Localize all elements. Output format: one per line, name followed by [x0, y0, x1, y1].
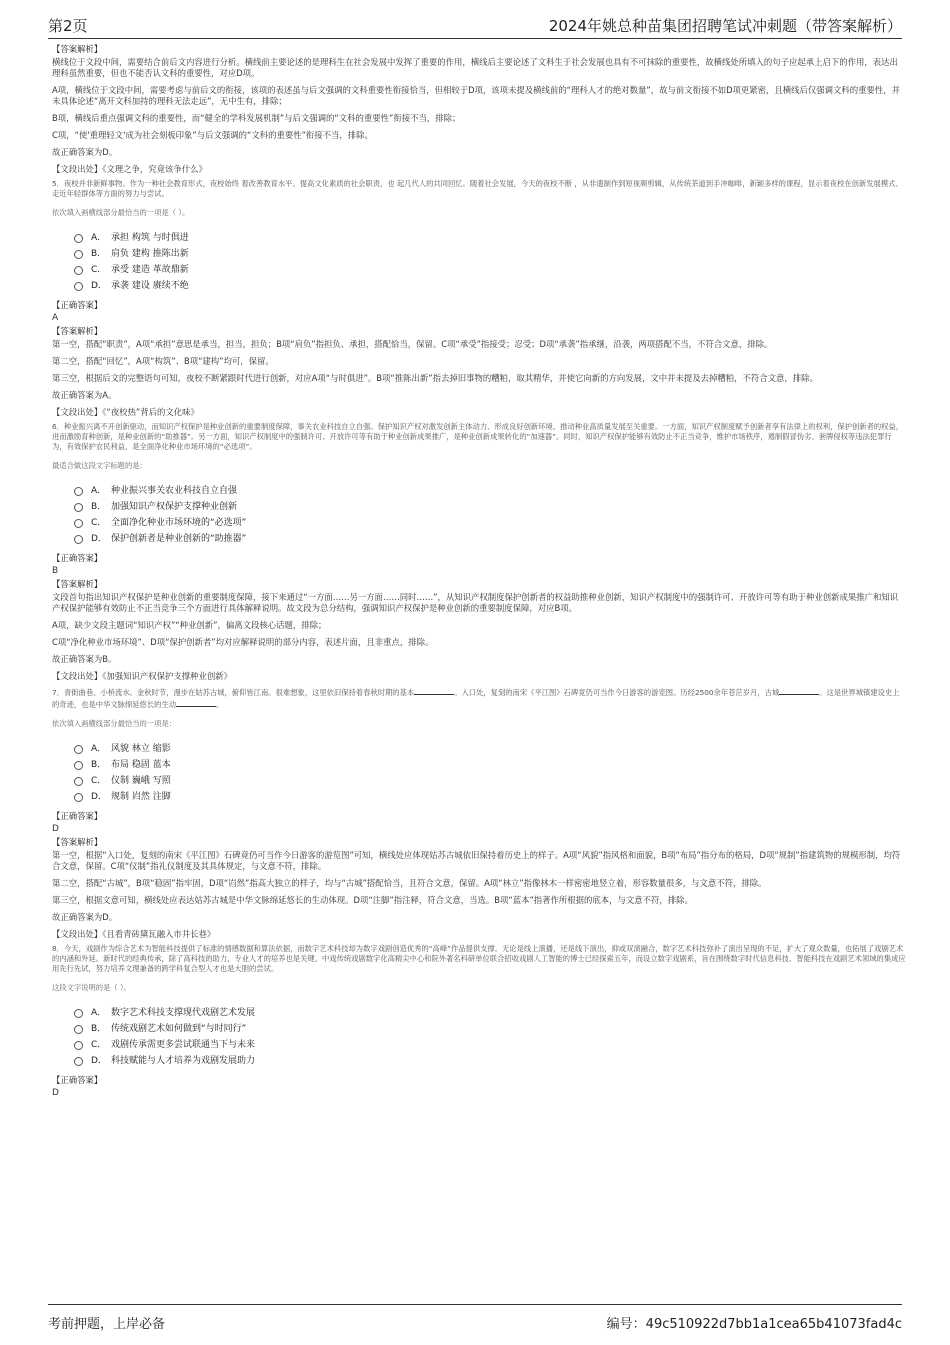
radio-icon[interactable] — [74, 761, 83, 770]
question-8-prompt: 这段文字说明的是（ ）。 — [52, 983, 131, 992]
option-d[interactable]: D． 保护创新者是种业创新的“助推器” — [74, 531, 906, 547]
answer-label: 【正确答案】 — [52, 300, 103, 310]
analysis-label: 【答案解析】 — [52, 44, 103, 54]
conclusion: 故正确答案为D。 — [52, 147, 118, 157]
radio-icon[interactable] — [74, 535, 83, 544]
option-c[interactable]: C． 仪制 巍峨 写照 — [74, 773, 906, 789]
radio-icon[interactable] — [74, 793, 83, 802]
option-b[interactable]: B． 加强知识产权保护支撑种业创新 — [74, 499, 906, 515]
question-7-options — [74, 741, 906, 805]
analysis-paragraph: 第三空，根据后文的完整语句可知，夜校不断紧跟时代进行创新，对应A项“与时俱进”。B项“推陈出新”指去掉旧事物的糟粕，取其精华，并使它向新的方向发展，文中并未提及去掉糟粕，不符合文意，排除。 — [52, 373, 818, 383]
analysis-paragraph: 文段首句指出知识产权保护是种业创新的重要制度保障，接下来通过“一方面……另一方面……同时……”，从知识产权制度保护创新者的权益助推种业创新，知识产权制度中的强制许可、开放许可等有助于种业创新成果推广和知识产权保护能够有效防止不正当竞争三个方面进行具体解释说明。故文段为总分结构，强调知识产权保护是种业创新的重要制度保障，对应B项。 — [52, 592, 899, 613]
answer-label: 【正确答案】 — [52, 811, 103, 821]
analysis-label: 【答案解析】 — [52, 579, 103, 589]
page-number: 第2页 — [48, 17, 88, 35]
question-8-options — [74, 1005, 906, 1069]
radio-icon[interactable] — [74, 1009, 83, 1018]
fill-blank — [414, 686, 454, 695]
correct-answer: B — [52, 566, 59, 576]
analysis-paragraph: B项，横线后重点强调文科的重要性，而“健全的学科发展机制”与后文强调的“文科的重要性”衔接不当，排除； — [52, 113, 461, 123]
question-5-prompt: 依次填入画横线部分最恰当的一项是（ ）。 — [52, 208, 190, 217]
question-5-text: 5．夜校并非新鲜事物。作为一种社会教育形式，夜校始终 着改善教育水平、提高文化素质的社会职责，也 起几代人的共同回忆。随着社会发展，今天的夜校不断 ，从非遗制作到短视频剪辑，从传统茶道到手冲咖啡，新颖多样的课程，显示着夜校在创新发展模式、走近年轻群体等方面的努力与尝试。 — [52, 179, 903, 198]
option-d[interactable]: D． 科技赋能与人才培养为戏剧发展助力 — [74, 1053, 906, 1069]
source-citation: 【文段出处】《加强知识产权保护支撑种业创新》 — [52, 671, 233, 681]
radio-icon[interactable] — [74, 250, 83, 259]
radio-icon[interactable] — [74, 777, 83, 786]
radio-icon[interactable] — [74, 234, 83, 243]
correct-answer: D — [52, 824, 59, 834]
document-title: 2024年姚总种苗集团招聘笔试冲刺题（带答案解析） — [548, 17, 902, 35]
option-a[interactable]: A． 风貌 林立 缩影 — [74, 741, 906, 757]
option-c[interactable]: C． 戏剧传承需更多尝试联通当下与未来 — [74, 1037, 906, 1053]
radio-icon[interactable] — [74, 519, 83, 528]
answer-label: 【正确答案】 — [52, 553, 103, 563]
question-5-options — [74, 230, 906, 294]
source-citation: 【文段出处】《“夜校热”背后的文化味》 — [52, 407, 199, 417]
footer-slogan: 考前押题，上岸必备 — [48, 1317, 166, 1332]
fill-blank — [176, 698, 216, 707]
option-a[interactable]: A． 种业振兴事关农业科技自立自强 — [74, 483, 906, 499]
question-6-options — [74, 483, 906, 547]
radio-icon[interactable] — [74, 1041, 83, 1050]
analysis-label: 【答案解析】 — [52, 837, 103, 847]
radio-icon[interactable] — [74, 745, 83, 754]
option-b[interactable]: B． 传统戏剧艺术如何做到“与时同行” — [74, 1021, 906, 1037]
analysis-paragraph: A项，缺少文段主题词“知识产权”“种业创新”，偏离文段核心话题，排除； — [52, 620, 327, 630]
option-d[interactable]: D． 承袭 建设 赓续不绝 — [74, 278, 906, 294]
radio-icon[interactable] — [74, 487, 83, 496]
question-7-text: 7．青街曲巷、小桥流水。金秋时节，漫步在姑苏古城，俯仰皆江南。很难想象，这里依旧保持着春秋时期的基本 。入口处，复刻的南宋《平江图》石碑竟仍可当作今日游客的游览图。历经2500余年苍茫岁月，古城 。这是世界城镇建设史上的奇迹，也是中华文脉绵延悠长的生动 。 — [52, 688, 900, 709]
option-c[interactable]: C． 承受 建造 革故鼎新 — [74, 262, 906, 278]
question-6-text: 6．种业振兴离不开创新驱动，而知识产权保护是种业创新的重要制度保障，事关农业科技自立自强。保护知识产权对激发创新主体动力、形成良好创新环境、推动种业高质量发展至关重要。一方面，知识产权制度赋予创新者享有法律上的权利，保护创新者的权益，进而激励育种创新，是种业创新的“助推器”。另一方面，知识产权制度中的强制许可、开放许可等有助于种业创新成果推广，是种业创新成果转化的“加速器”。同时，知识产权保护能够有效防止不正当竞争，维护市场秩序，遏制假冒伪劣、套牌侵权等违法犯罪行为，有效保护农民利益，是全面净化种业市场环境的“必选项”。 — [52, 422, 904, 451]
page-content — [52, 44, 906, 1295]
conclusion: 故正确答案为D。 — [52, 912, 118, 922]
analysis-paragraph: C项，“使'重理轻文'成为社会刻板印象”与后文强调的“文科的重要性”衔接不当，排除。 — [52, 130, 373, 140]
analysis-paragraph: 横线位于文段中间，需要结合前后文内容进行分析。横线前主要论述的是理科生在社会发展中发挥了重要的作用，横线后主要论述了文科生于社会发展也具有不可抹除的重要性，故横线处所填入的句子应起承上启下的作用，表达出理科虽然重要，但也不能否认文科的重要性，对应D项。 — [52, 57, 898, 78]
question-8-text: 8．今天，戏剧作为综合艺术为智能科技提供了标准的情感数据和算法依据，而数字艺术科技却为数字戏剧创造优秀的“高峰”作品提供支撑。无论是线上演播，还是线下演出，抑或双演融合，数字艺术科技弥补了演出呈现的不足，扩大了观众数量，也拓展了戏剧艺术的内涵和外延。新时代的经典传承，除了高科技的助力，专业人才的培养也是关键。中戏传统戏剧数字化高精尖中心和院外著名科研单位联合招收戏剧人工智能的博士已经探索五年，而设立数字戏剧系，旨在围绕数字时代信息科技、智能科技在戏剧艺术领域的集成应用先行先试，努力培养文理兼备的跨学科复合型人才也是大胆的尝试。 — [52, 944, 906, 973]
analysis-paragraph: A项，横线位于文段中间，需要考虑与前后文的衔接，该项的表述虽与后文强调的文科重要性衔接恰当，但相较于D项，该项未提及横线前的“理科人才的绝对数量”，故与前文衔接不如D项更紧密，且横线后仅强调文科的重要性，并未具体论述“离开文科加持的理科无法走远”，无中生有，排除； — [52, 85, 901, 106]
analysis-paragraph: 第一空，根据“入口处，复刻的南宋《平江图》石碑竟仍可当作今日游客的游览图”可知，横线处应体现姑苏古城依旧保持着历史上的样子。A项“风貌”指风格和面貌，B项“布局”指分布的格局，D项“规制”指建筑物的规模形制，均符合文意，保留。C项“仪制”指礼仪制度及其具体规定，与文意不符，排除。 — [52, 850, 901, 871]
analysis-paragraph: 第三空，根据文意可知，横线处应表达姑苏古城是中华文脉绵延悠长的生动体现。D项“注脚”指注释，符合文意，当选。B项“蓝本”指著作所根据的底本，与文意不符，排除。 — [52, 895, 693, 905]
source-citation: 【文段出处】《文理之争，究竟该争什么》 — [52, 164, 207, 174]
analysis-paragraph: C项“净化种业市场环境”、D项“保护创新者”均对应解释说明的部分内容，表述片面，且非重点，排除。 — [52, 637, 434, 647]
option-a[interactable]: A． 数字艺术科技支撑现代戏剧艺术发展 — [74, 1005, 906, 1021]
question-6-prompt: 最适合做这段文字标题的是： — [52, 461, 147, 470]
option-d[interactable]: D． 规制 岿然 注脚 — [74, 789, 906, 805]
analysis-paragraph: 第二空，搭配“回忆”，A项“构筑”、B项“建构”均可，保留。 — [52, 356, 274, 366]
option-a[interactable]: A． 承担 构筑 与时俱进 — [74, 230, 906, 246]
correct-answer: A — [52, 313, 59, 323]
question-7-prompt: 依次填入画横线部分最恰当的一项是： — [52, 719, 177, 728]
answer-label: 【正确答案】 — [52, 1075, 103, 1085]
option-b[interactable]: B． 布局 稳固 蓝本 — [74, 757, 906, 773]
conclusion: 故正确答案为A。 — [52, 390, 117, 400]
fill-blank — [779, 686, 819, 695]
correct-answer: D — [52, 1088, 59, 1098]
source-citation: 【文段出处】《且看青砖黛瓦融入市井长巷》 — [52, 929, 216, 939]
analysis-label: 【答案解析】 — [52, 326, 103, 336]
radio-icon[interactable] — [74, 503, 83, 512]
conclusion: 故正确答案为B。 — [52, 654, 117, 664]
radio-icon[interactable] — [74, 266, 83, 275]
analysis-paragraph: 第二空，搭配“古城”，B项“稳固”指牢固，D项“岿然”指高大独立的样子，均与“古城”搭配恰当，且符合文意，保留。A项“林立”指像林木一样密密地竖立着，形容数量很多，与文意不符，排除。 — [52, 878, 767, 888]
page-footer — [48, 1304, 902, 1339]
radio-icon[interactable] — [74, 1057, 83, 1066]
document-code: 编号：49c510922d7bb1a1cea65b41073fad4c — [606, 1317, 902, 1332]
option-c[interactable]: C． 全面净化种业市场环境的“必选项” — [74, 515, 906, 531]
analysis-paragraph: 第一空，搭配“职责”，A项“承担”意思是承当，担当，担负；B项“肩负”指担负、承担，搭配恰当，保留。C项“承受”指接受；忍受；D项“承袭”指承继，沿袭，两项搭配不当，不符合文意，排除。 — [52, 339, 773, 349]
radio-icon[interactable] — [74, 282, 83, 291]
page-header — [48, 10, 902, 39]
option-b[interactable]: B． 肩负 建构 推陈出新 — [74, 246, 906, 262]
radio-icon[interactable] — [74, 1025, 83, 1034]
